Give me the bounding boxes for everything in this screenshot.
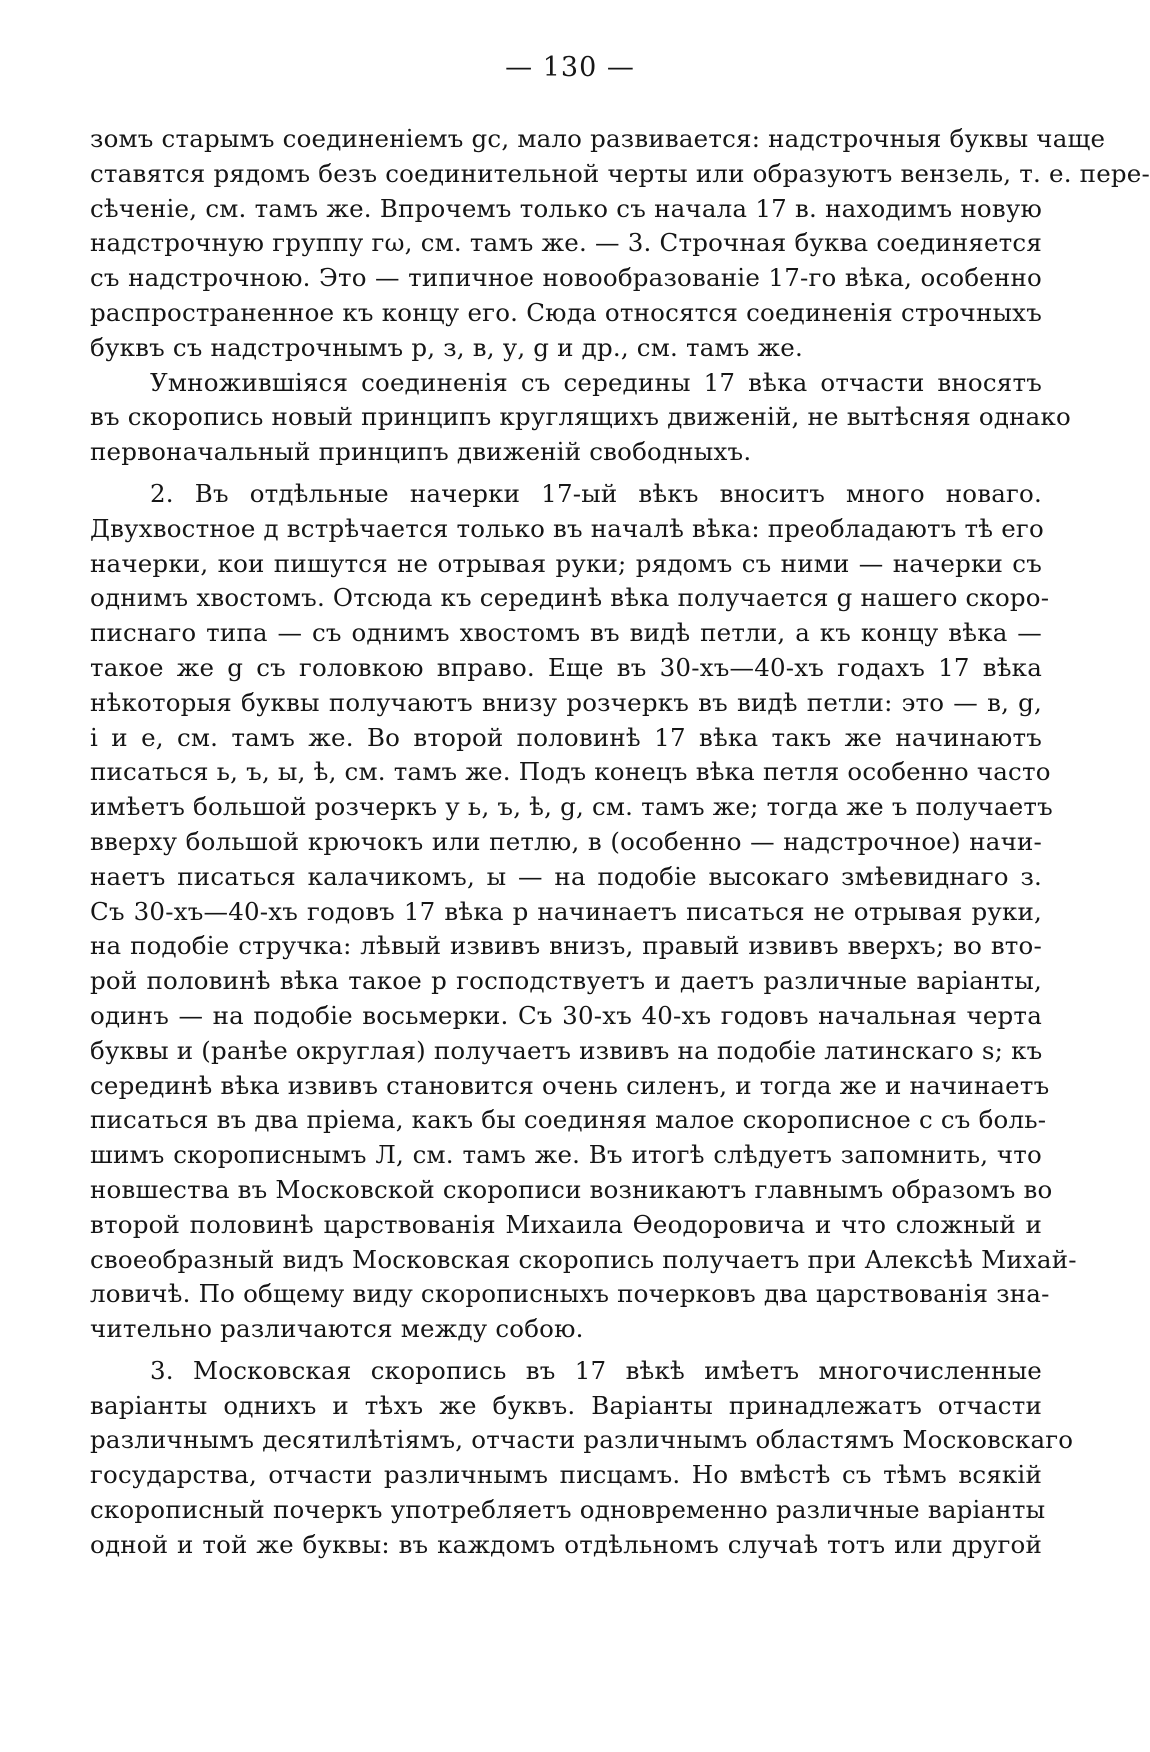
paragraph-gap	[90, 1347, 1042, 1354]
text-line: чительно различаются между собою.	[90, 1314, 584, 1344]
paragraph	[90, 1354, 1074, 1563]
text-line: писаться ь, ъ, ы, ѣ, см. тамъ же. Подъ конецъ вѣка петля особенно часто	[90, 757, 1051, 787]
text-line: 3. Московская скоропись въ 17 вѣкѣ имѣетъ многочисленные	[150, 1355, 1042, 1385]
text-line: первоначальный принципъ движеній свободныхъ.	[90, 437, 752, 467]
text-line: писаться въ два пріема, какъ бы соединяя малое скорописное с съ боль-	[90, 1105, 1047, 1135]
text-line: надстрочную группу гω, см. тамъ же. — 3. Строчная буква соединяется	[90, 228, 1042, 258]
text-line: государства, отчасти различнымъ писцамъ. Но вмѣстѣ съ тѣмъ всякій	[90, 1460, 1042, 1490]
text-line: различнымъ десятилѣтіямъ, отчасти различнымъ областямъ Московскаго	[90, 1425, 1074, 1455]
text-line: такое же g съ головкою вправо. Еще въ 30-хъ—40-хъ годахъ 17 вѣка	[90, 652, 1042, 682]
text-line: скорописный почеркъ употребляетъ одновременно различные варіанты	[90, 1495, 1046, 1525]
text-line: вверху большой крючокъ или петлю, в (особенно — надстрочное) начи-	[90, 826, 1042, 856]
text-line: одинъ — на подобіе восьмерки. Съ 30-хъ 40-хъ годовъ начальная черта	[90, 1000, 1042, 1030]
text-line: имѣетъ большой розчеркъ у ь, ъ, ѣ, g, см. тамъ же; тогда же ъ получаетъ	[90, 792, 1053, 822]
text-line: буквы и (ранѣе округлая) получаетъ извивъ на подобіе латинскаго s; къ	[90, 1035, 1043, 1065]
text-line: буквъ съ надстрочнымъ р, з, в, у, g и др., см. тамъ же.	[90, 332, 803, 362]
text-line: варіанты однихъ и тѣхъ же буквъ. Варіанты принадлежатъ отчасти	[90, 1390, 1042, 1420]
text-line: шимъ скорописнымъ Л, см. тамъ же. Въ итогѣ слѣдуетъ запомнить, что	[90, 1140, 1042, 1170]
paragraph-gap	[90, 470, 1042, 477]
paragraph	[90, 477, 1077, 1347]
paragraph	[90, 366, 1071, 470]
text-line: нѣкоторыя буквы получаютъ внизу розчеркъ въ видѣ петли: это — в, g,	[90, 687, 1042, 717]
text-line: съ надстрочною. Это — типичное новообразованіе 17-го вѣка, особенно	[90, 263, 1042, 293]
text-line: і и е, см. тамъ же. Во второй половинѣ 17 вѣка такъ же начинаютъ	[90, 722, 1042, 752]
text-line: Умножившіяся соединенія съ середины 17 вѣка отчасти вносятъ	[150, 367, 1042, 397]
text-line: въ скоропись новый принципъ круглящихъ движеній, не вытѣсняя однако	[90, 402, 1071, 432]
text-line: распространенное къ концу его. Сюда относятся соединенія строчныхъ	[90, 297, 1042, 327]
text-line: одной и той же буквы: въ каждомъ отдѣльномъ случаѣ тотъ или другой	[90, 1529, 1042, 1559]
text-line: писнаго типа — съ однимъ хвостомъ въ видѣ петли, а къ концу вѣка —	[90, 618, 1042, 648]
text-line: Двухвостное д встрѣчается только въ началѣ вѣка: преобладаютъ тѣ его	[90, 513, 1044, 543]
text-line: Съ 30-хъ—40-хъ годовъ 17 вѣка р начинаетъ писаться не отрывая руки,	[90, 896, 1042, 926]
text-line: ставятся рядомъ безъ соединительной черты или образуютъ вензель, т. е. пере-	[90, 158, 1150, 188]
text-line: на подобіе стручка: лѣвый извивъ внизъ, правый извивъ вверхъ; во вто-	[90, 931, 1042, 961]
page-number: — 130 —	[505, 52, 635, 83]
text-line: второй половинѣ царствованія Михаила Ѳеодоровича и что сложный и	[90, 1209, 1042, 1239]
text-line: своеобразный видъ Московская скоропись получаетъ при Алексѣѣ Михай-	[90, 1244, 1077, 1274]
paragraph	[90, 122, 1150, 366]
text-line: серединѣ вѣка извивъ становится очень силенъ, и тогда же и начинаетъ	[90, 1070, 1050, 1100]
text-line: 2. Въ отдѣльные начерки 17-ый вѣкъ вноситъ много новаго.	[150, 478, 1042, 508]
text-line: начерки, кои пишутся не отрывая руки; рядомъ съ ними — начерки съ	[90, 548, 1042, 578]
text-line: зомъ старымъ соединеніемъ gc, мало развивается: надстрочныя буквы чаще	[90, 124, 1106, 153]
text-line: новшества въ Московской скорописи возникаютъ главнымъ образомъ во	[90, 1174, 1053, 1204]
text-line: наетъ писаться калачикомъ, ы — на подобіе высокаго змѣевиднаго з.	[90, 861, 1042, 891]
text-line: однимъ хвостомъ. Отсюда къ серединѣ вѣка получается g нашего скоро-	[90, 583, 1050, 613]
text-line: рой половинѣ вѣка такое р господствуетъ и даетъ различные варіанты,	[90, 966, 1042, 996]
text-line: ловичѣ. По общему виду скорописныхъ почерковъ два царствованія зна-	[90, 1279, 1050, 1309]
body-text	[90, 122, 1150, 1563]
text-line: сѣченіе, см. тамъ же. Впрочемъ только съ начала 17 в. находимъ новую	[90, 193, 1042, 223]
